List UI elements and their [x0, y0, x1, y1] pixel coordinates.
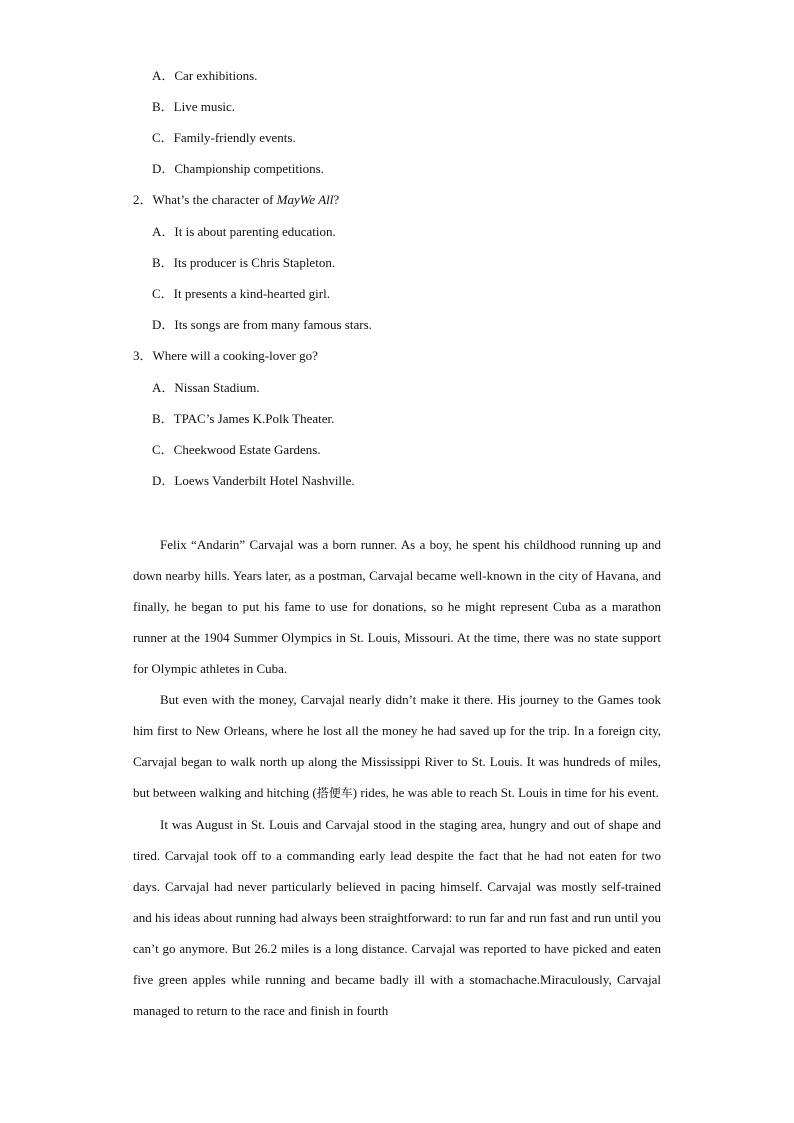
q3-stem: [133, 348, 318, 364]
q3-option-d[interactable]: [152, 473, 355, 489]
question-title: MayWe All: [276, 192, 334, 207]
option-text: It is about parenting education.: [174, 224, 336, 239]
q1-option-d[interactable]: [152, 161, 324, 177]
q2-option-b[interactable]: [152, 255, 335, 271]
option-text: Its songs are from many famous stars.: [174, 317, 372, 332]
option-text: Family-friendly events.: [173, 130, 296, 145]
paragraph-text: But even with the money, Carvajal nearly didn’t make it there. His journey to the Games took him first to New Orleans, where he lost all the money he had saved up for the trip. In a foreign city, Carvajal began to walk north up along the Mississippi River to St. Louis. It was hundreds of miles, but between walking and hitching (: [133, 692, 661, 800]
option-letter: B．: [152, 411, 174, 426]
option-letter: D．: [152, 473, 175, 488]
option-letter: C．: [152, 286, 174, 301]
option-letter: A．: [152, 380, 175, 395]
option-letter: D．: [152, 317, 175, 332]
option-letter: A．: [152, 68, 175, 83]
q3-option-a[interactable]: [152, 380, 260, 396]
option-text: Its producer is Chris Stapleton.: [173, 255, 336, 270]
option-letter: A．: [152, 224, 175, 239]
question-number: 3．: [133, 348, 153, 363]
option-text: Championship competitions.: [174, 161, 324, 176]
question-text-end: ?: [333, 192, 340, 207]
q3-option-b[interactable]: [152, 411, 334, 427]
q2-option-d[interactable]: [152, 317, 372, 333]
option-letter: D．: [152, 161, 175, 176]
option-text: TPAC’s James K.Polk Theater.: [173, 411, 335, 426]
q3-option-c[interactable]: [152, 442, 321, 458]
option-letter: B．: [152, 99, 174, 114]
q1-option-a[interactable]: [152, 68, 257, 84]
passage-paragraph-2: [133, 684, 661, 809]
option-text: Nissan Stadium.: [174, 380, 260, 395]
q2-option-a[interactable]: [152, 224, 336, 240]
q1-option-c[interactable]: [152, 130, 296, 146]
question-text: What’s the character of: [152, 192, 277, 207]
passage-paragraph-1: Felix “Andarin” Carvajal was a born runner. As a boy, he spent his childhood running up and down nearby hills. Years later, as a postman, Carvajal became well-known in the city of Havana, and finally, he began to put his fame to use for donations, so he might represent Cuba as a marathon runner at the 1904 Summer Olympics in St. Louis, Missouri. At the time, there was no state support for Olympic athletes in Cuba.: [133, 537, 661, 676]
option-letter: B．: [152, 255, 174, 270]
option-text: Loews Vanderbilt Hotel Nashville.: [174, 473, 355, 488]
question-text: Where will a cooking-lover go?: [152, 348, 318, 363]
q1-option-b[interactable]: [152, 99, 235, 115]
option-text: Cheekwood Estate Gardens.: [173, 442, 321, 457]
q2-option-c[interactable]: [152, 286, 330, 302]
passage-paragraph-3: It was August in St. Louis and Carvajal stood in the staging area, hungry and out of shape and tired. Carvajal took off to a commanding early lead despite the fact that he had not eaten for two days. Carvajal had never particularly believed in pacing himself. Carvajal was mostly self-trained and his ideas about running had always been straightforward: to run far and run fast and run until you can’t go anymore. But 26.2 miles is a long distance. Carvajal was reported to have picked and eaten five green apples while running and became badly ill with a stomachache.Miraculously, Carvajal managed to return to the race and finish in fourth: [133, 817, 661, 1018]
paragraph-text: ) rides, he was able to reach St. Louis in time for his event.: [352, 785, 659, 800]
question-number: 2．: [133, 192, 153, 207]
option-text: Car exhibitions.: [174, 68, 258, 83]
chinese-gloss: 搭便车: [316, 786, 353, 800]
option-letter: C．: [152, 130, 174, 145]
option-letter: C．: [152, 442, 174, 457]
option-text: Live music.: [173, 99, 236, 114]
option-text: It presents a kind-hearted girl.: [173, 286, 330, 301]
reading-passage: [133, 529, 661, 1026]
q2-stem: [133, 192, 339, 208]
